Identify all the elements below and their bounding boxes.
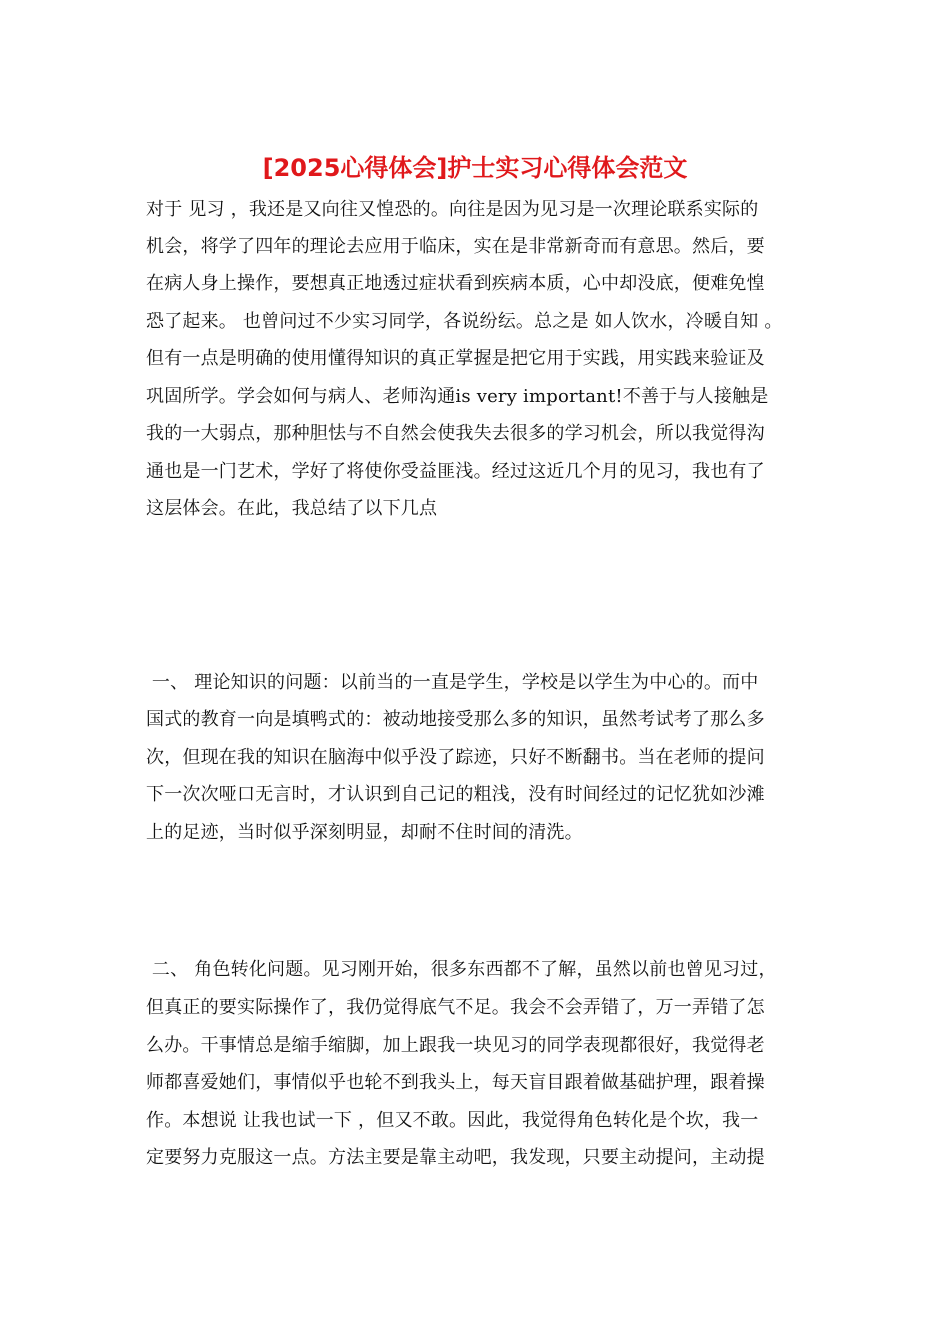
text-line: 作。本想说 让我也试一下 ，但又不敢。因此，我觉得角色转化是个坎，我一 bbox=[146, 1110, 759, 1131]
text-line: 定要努力克服这一点。方法主要是靠主动吧，我发现，只要主动提问，主动提 bbox=[146, 1147, 765, 1168]
text-line: 在病人身上操作，要想真正地透过症状看到疾病本质，心中却没底，便难免惶 bbox=[146, 273, 765, 294]
text-line: 次，但现在我的知识在脑海中似乎没了踪迹，只好不断翻书。当在老师的提问 bbox=[146, 747, 765, 768]
text-line: 国式的教育一向是填鸭式的：被动地接受那么多的知识，虽然考试考了那么多 bbox=[146, 709, 765, 730]
text-line: 这层体会。在此，我总结了以下几点 bbox=[146, 498, 438, 519]
text-line: 么办。干事情总是缩手缩脚，加上跟我一块见习的同学表现都很好，我觉得老 bbox=[146, 1035, 765, 1056]
text-line: 我的一大弱点，那种胆怯与不自然会使我失去很多的学习机会，所以我觉得沟 bbox=[146, 423, 765, 444]
text-line: 但有一点是明确的使用懂得知识的真正掌握是把它用于实践，用实践来验证及 bbox=[146, 348, 765, 369]
text-line: 一、 理论知识的问题：以前当的一直是学生，学校是以学生为中心的。而中 bbox=[146, 672, 759, 693]
document-title: [2025心得体会]护士实习心得体会范文 bbox=[262, 154, 688, 182]
text-line: 师都喜爱她们，事情似乎也轮不到我头上，每天盲目跟着做基础护理，跟着操 bbox=[146, 1072, 765, 1093]
text-line: 二、 角色转化问题。见习刚开始，很多东西都不了解，虽然以前也曾见习过， bbox=[146, 959, 777, 980]
text-line: 但真正的要实际操作了，我仍觉得底气不足。我会不会弄错了，万一弄错了怎 bbox=[146, 997, 765, 1018]
text-line: 上的足迹，当时似乎深刻明显，却耐不住时间的清洗。 bbox=[146, 822, 583, 843]
text-line: 下一次次哑口无言时，才认识到自己记的粗浅，没有时间经过的记忆犹如沙滩 bbox=[146, 784, 765, 805]
text-line: 恐了起来。 也曾问过不少实习同学，各说纷纭。总之是 如人饮水，冷暖自知 。 bbox=[146, 311, 783, 332]
text-line: 通也是一门艺术，学好了将使你受益匪浅。经过这近几个月的见习，我也有了 bbox=[146, 461, 765, 482]
text-line: 对于 见习 ，我还是又向往又惶恐的。向往是因为见习是一次理论联系实际的 bbox=[146, 199, 759, 220]
text-line: 巩固所学。学会如何与病人、老师沟通is very important!不善于与人接触是 bbox=[146, 386, 769, 407]
text-line: 机会，将学了四年的理论去应用于临床，实在是非常新奇而有意思。然后，要 bbox=[146, 236, 765, 257]
